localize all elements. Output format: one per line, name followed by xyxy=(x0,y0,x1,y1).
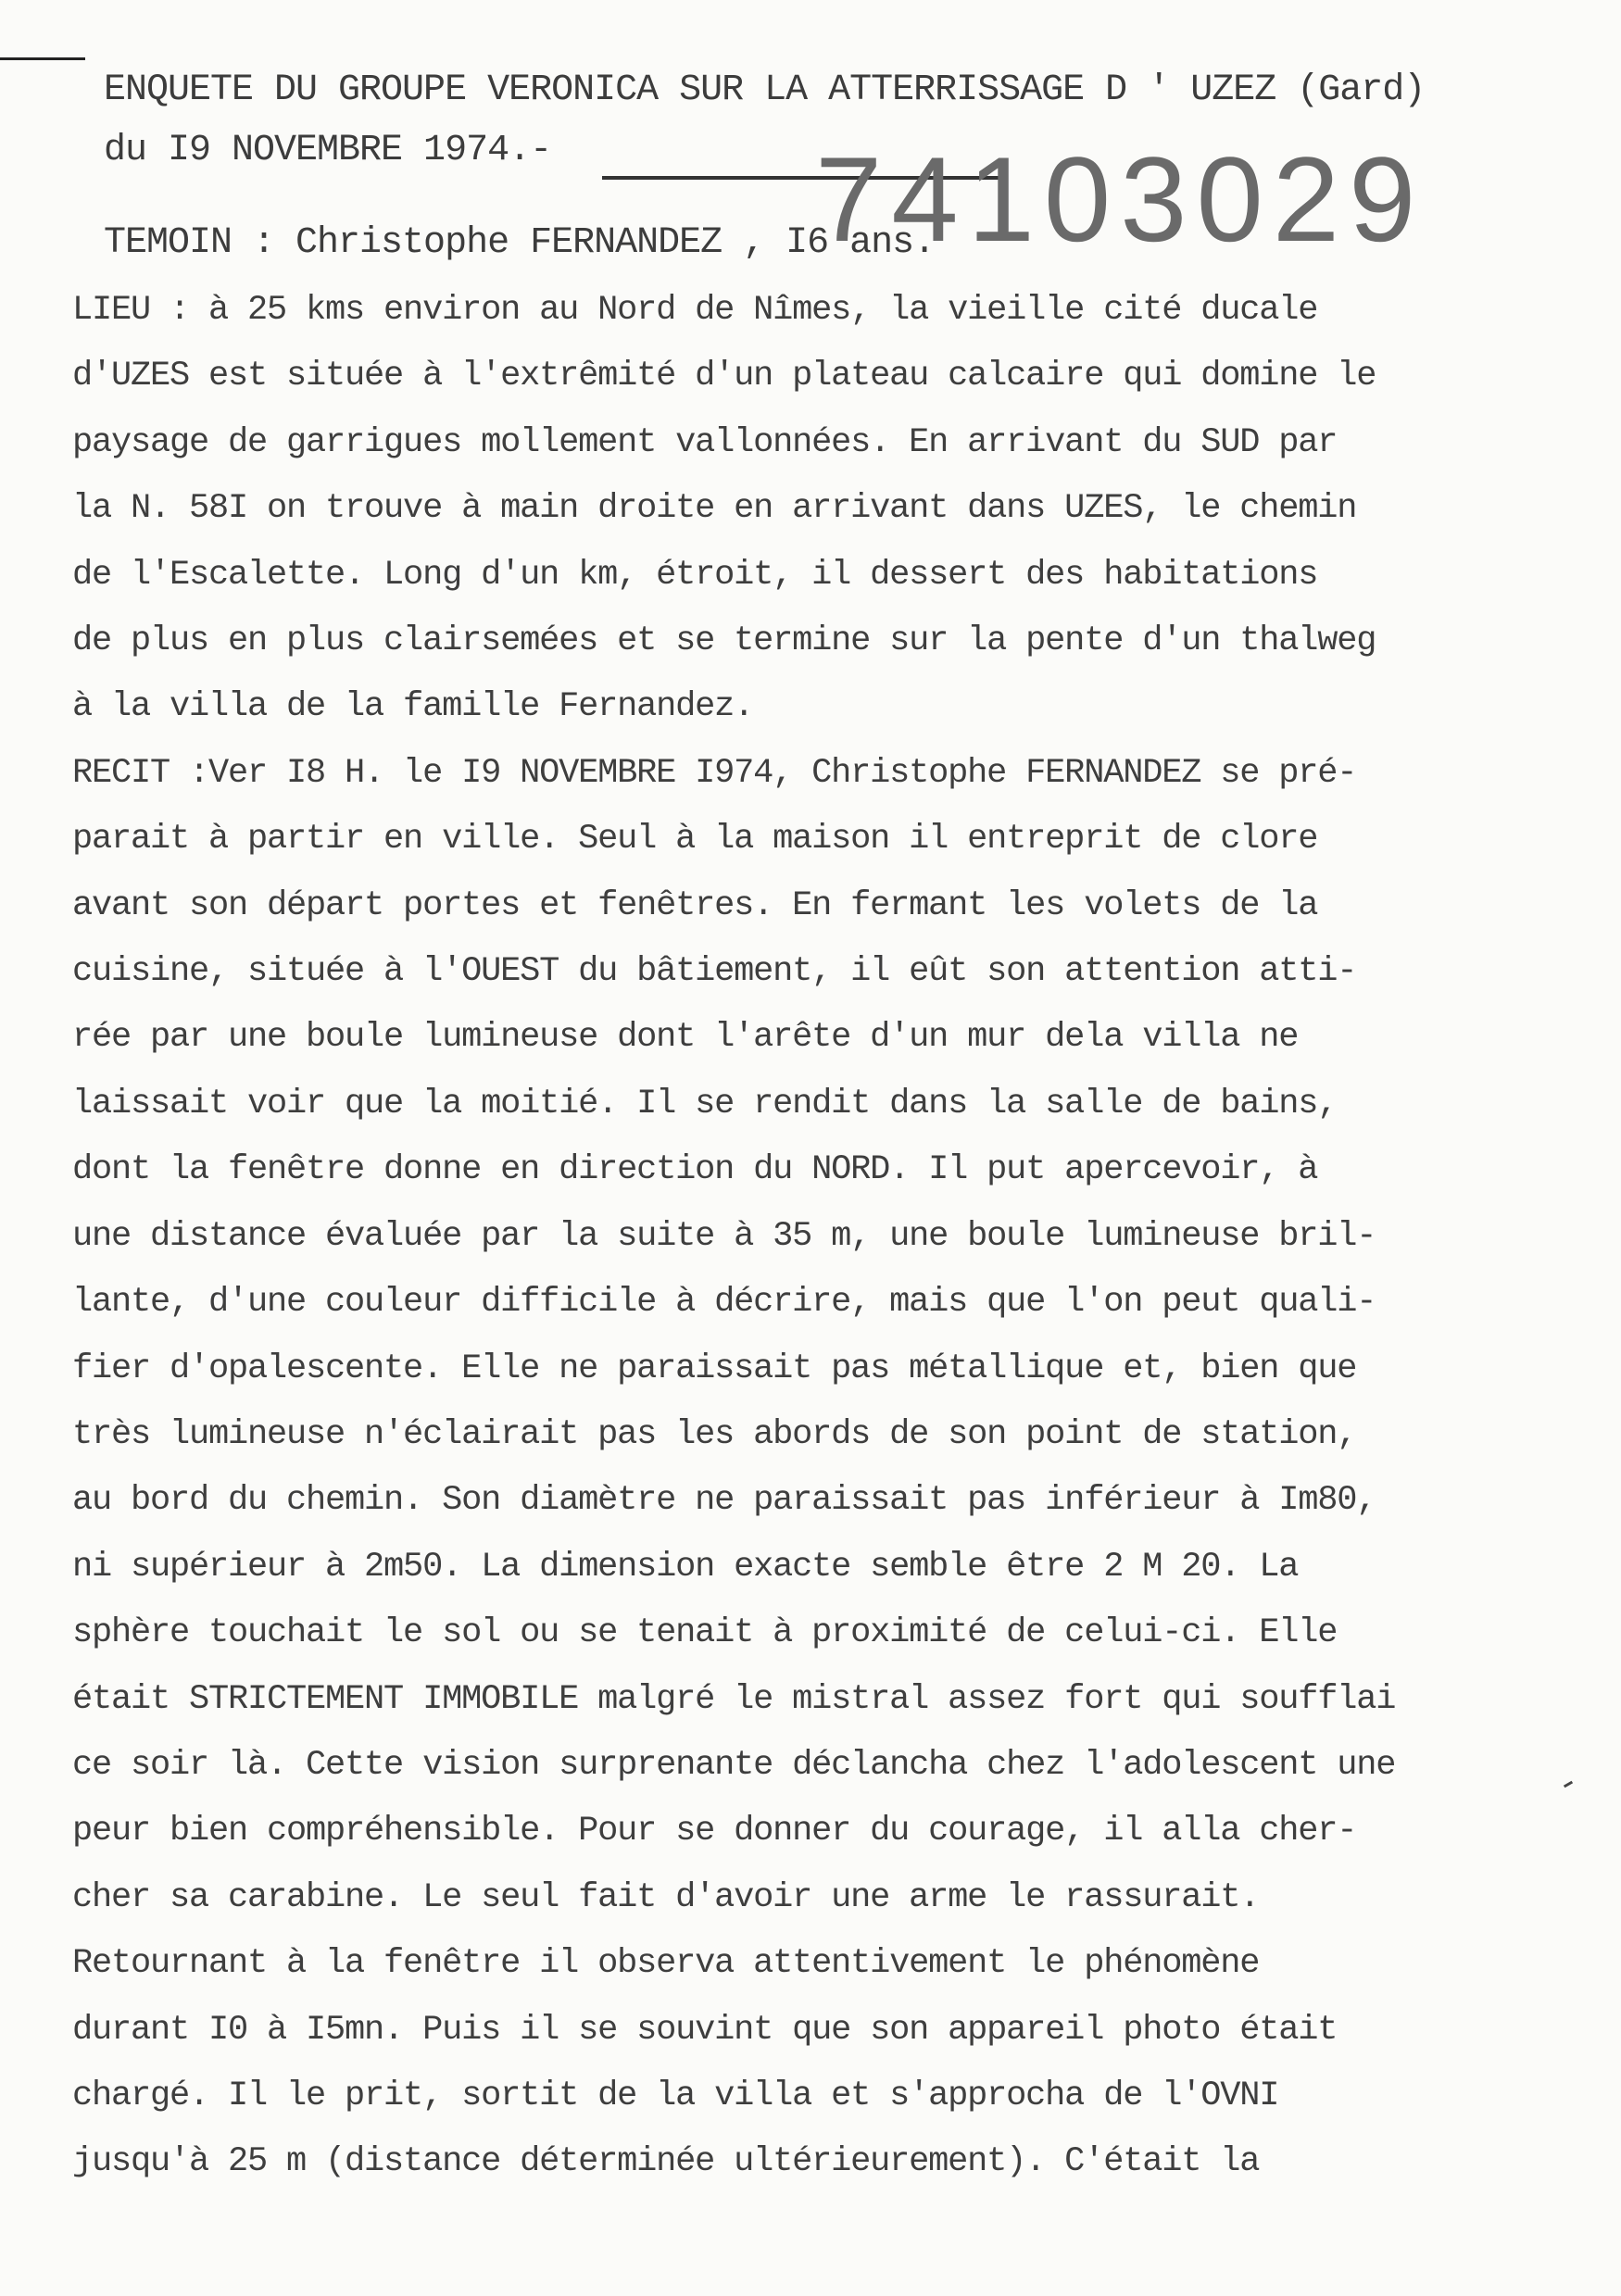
witness-line: TEMOIN : Christophe FERNANDEZ , I6 ans. xyxy=(104,222,936,264)
body-line: chargé. Il le prit, sortit de la villa et s'approcha de l'OVNI xyxy=(72,2076,1279,2115)
body-line: de plus en plus clairsemées et se termine sur la pente d'un thalweg xyxy=(72,621,1376,661)
body-line: peur bien compréhensible. Pour se donner du courage, il alla cher- xyxy=(72,1812,1357,1851)
report-body xyxy=(72,278,1573,2196)
body-line: fier d'opalescente. Elle ne paraissait pas métallique et, bien que xyxy=(72,1349,1357,1388)
body-line: une distance évaluée par la suite à 35 m, une boule lumineuse bril- xyxy=(72,1216,1376,1256)
body-line: laissait voir que la moitié. Il se rendit dans la salle de bains, xyxy=(72,1084,1338,1123)
body-line: cuisine, située à l'OUEST du bâtiement, il eût son attention atti- xyxy=(72,952,1357,992)
body-line: durant I0 à I5mn. Puis il se souvint que son appareil photo était xyxy=(72,2010,1338,2050)
body-line: très lumineuse n'éclairait pas les abords de son point de station, xyxy=(72,1414,1357,1454)
body-line: paysage de garrigues mollement vallonnées. En arrivant du SUD par xyxy=(72,422,1338,462)
body-line: sphère touchait le sol ou se tenait à proximité de celui-ci. Elle xyxy=(72,1613,1338,1653)
body-line: dont la fenêtre donne en direction du NORD. Il put apercevoir, à xyxy=(72,1150,1318,1190)
body-line: parait à partir en ville. Seul à la maison il entreprit de clore xyxy=(72,820,1318,859)
body-line: la N. 58I on trouve à main droite en arrivant dans UZES, le chemin xyxy=(72,489,1357,529)
body-line: de l'Escalette. Long d'un km, étroit, il dessert des habitations xyxy=(72,555,1318,595)
body-line: Retournant à la fenêtre il observa attentivement le phénomène xyxy=(72,1944,1260,1984)
reference-number-stamp: 74103029 xyxy=(815,132,1426,267)
body-line: cher sa carabine. Le seul fait d'avoir une arme le rassurait. xyxy=(72,1877,1260,1917)
document-title: ENQUETE DU GROUPE VERONICA SUR LA ATTERRISSAGE D ' UZEZ (Gard) xyxy=(104,69,1426,111)
document-date: du I9 NOVEMBRE 1974.- xyxy=(104,130,552,171)
body-line: rée par une boule lumineuse dont l'arête d'un mur dela villa ne xyxy=(72,1018,1299,1058)
body-line: au bord du chemin. Son diamètre ne paraissait pas inférieur à Im80, xyxy=(72,1481,1376,1521)
body-line: à la villa de la famille Fernandez. xyxy=(72,687,754,727)
body-line: RECIT :Ver I8 H. le I9 NOVEMBRE I974, Christophe FERNANDEZ se pré- xyxy=(72,753,1357,793)
body-line: avant son départ portes et fenêtres. En fermant les volets de la xyxy=(72,885,1318,925)
body-line: jusqu'à 25 m (distance déterminée ultérieurement). C'était la xyxy=(72,2142,1260,2182)
body-line: était STRICTEMENT IMMOBILE malgré le mistral assez fort qui soufflai xyxy=(72,1679,1396,1719)
body-line: lante, d'une couleur difficile à décrire, mais que l'on peut quali- xyxy=(72,1283,1376,1323)
body-line: ni supérieur à 2m50. La dimension exacte semble être 2 M 20. La xyxy=(72,1547,1299,1587)
body-line: ce soir là. Cette vision surprenante déclancha chez l'adolescent une xyxy=(72,1745,1396,1785)
body-line: d'UZES est située à l'extrêmité d'un plateau calcaire qui domine le xyxy=(72,357,1376,396)
corner-mark xyxy=(0,57,85,60)
body-line: LIEU : à 25 kms environ au Nord de Nîmes, la vieille cité ducale xyxy=(72,291,1318,330)
